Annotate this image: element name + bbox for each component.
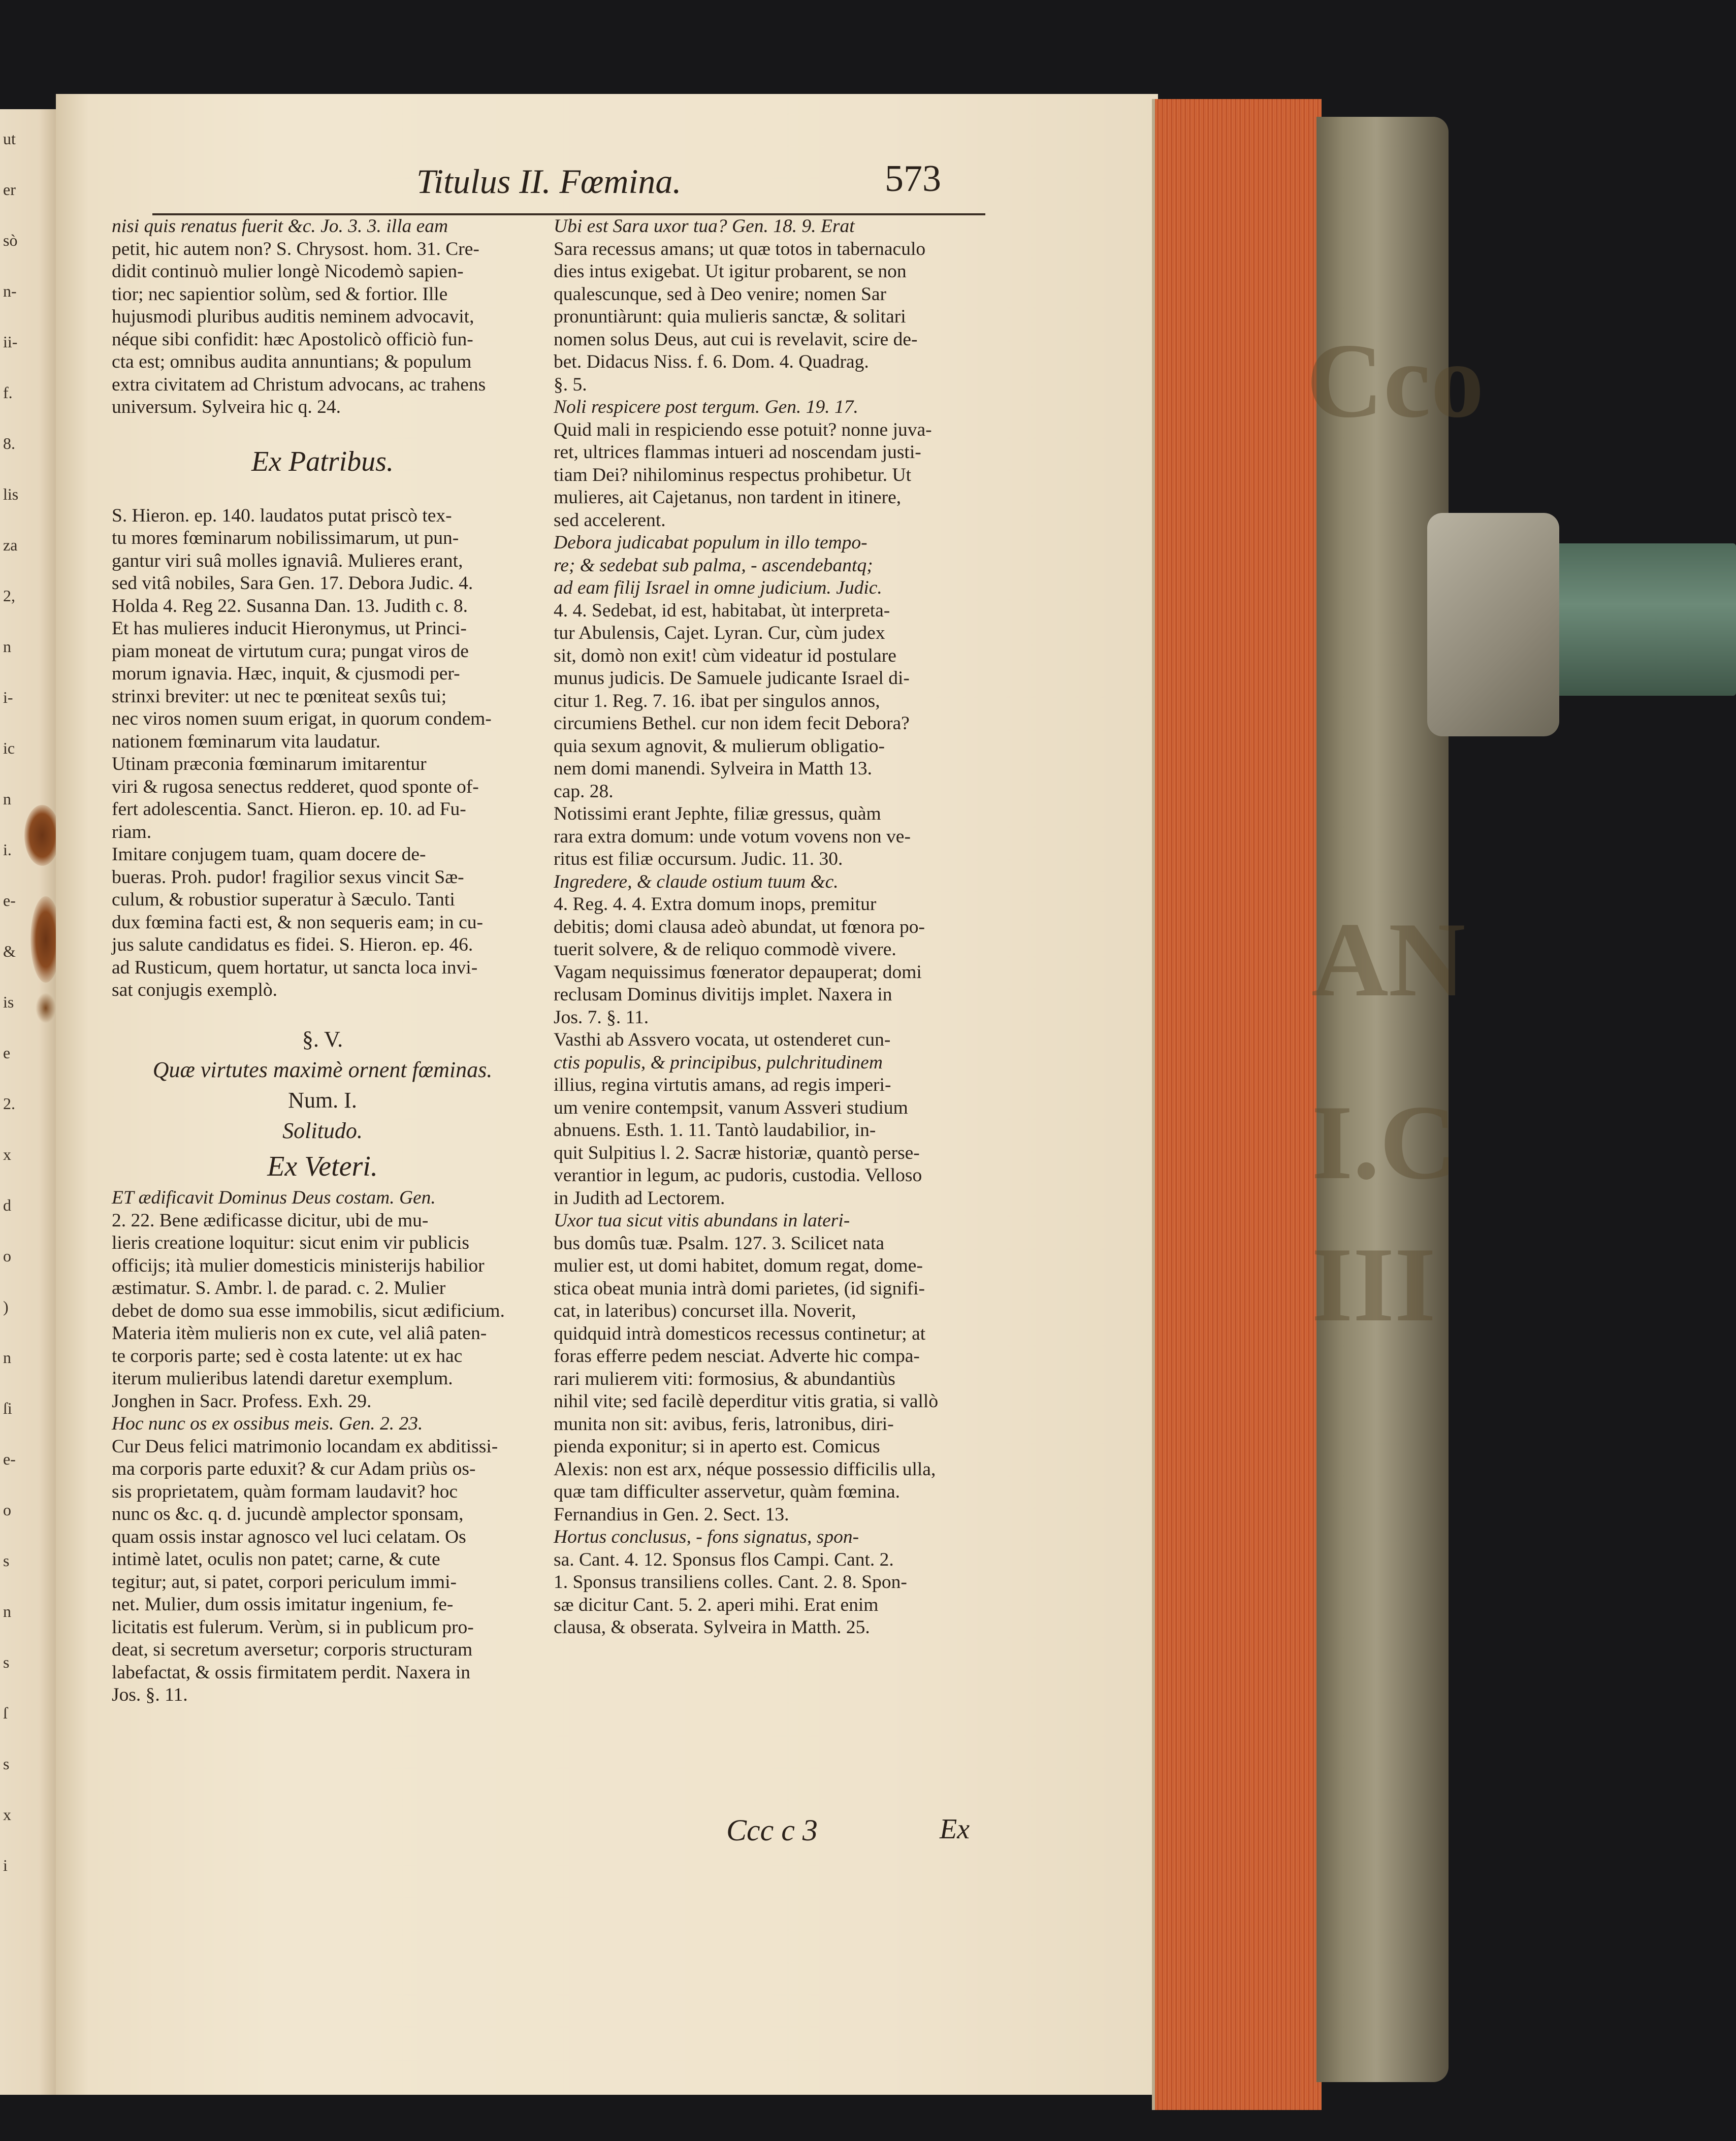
signature-mark: Ccc c 3 [726, 1813, 818, 1847]
text-line: piam moneat de virtutum cura; pungat viros de [112, 640, 469, 662]
margin-fragment: & [3, 942, 16, 960]
text-line: nationem fœminarum vita laudatur. [112, 731, 381, 752]
text-line: circumiens Bethel. cur non idem fecit Debora? [554, 713, 910, 734]
text-line: nunc os &c. q. d. jucundè amplector sponsam, [112, 1504, 464, 1524]
margin-fragment: n- [3, 282, 17, 300]
text-line: riam. [112, 821, 152, 842]
margin-fragment: x [3, 1145, 11, 1163]
text-line: Jos. 7. §. 11. [554, 1007, 649, 1028]
text-line: Debora judicabat populum in illo tempo- [554, 532, 867, 553]
left-margin-text [0, 109, 56, 2095]
text-line: citur 1. Reg. 7. 16. ibat per singulos annos, [554, 690, 880, 711]
margin-fragment: o [3, 1501, 11, 1519]
text-line: tior; nec sapientior solùm, sed & fortior. Ille [112, 283, 448, 305]
text-line: debet de domo sua esse immobilis, sicut ædificium. [112, 1300, 505, 1321]
margin-fragment: i [3, 1856, 8, 1874]
text-line: quidquid intrà domesticos recessus continetur; at [554, 1323, 926, 1344]
text-line: Sara recessus amans; ut quæ totos in tabernaculo [554, 238, 926, 259]
text-line: Quid mali in respiciendo esse potuit? nonne juva- [554, 419, 932, 440]
text-line: didit continuò mulier longè Nicodemò sapien- [112, 261, 464, 282]
margin-fragment: i. [3, 840, 12, 859]
text-line: Et has mulieres inducit Hieronymus, ut Princi- [112, 618, 467, 639]
text-line: sed accelerent. [554, 509, 666, 531]
text-line: Jos. §. 11. [112, 1684, 188, 1705]
text-line: cat, in lateribus) concurset illa. Noverit, [554, 1301, 856, 1321]
text-line: ctis populis, & principibus, pulchritudinem [554, 1052, 883, 1073]
text-line: te corporis parte; sed è costa latente: ut ex hac [112, 1345, 463, 1367]
running-head: Titulus II. Fœmina. [416, 162, 682, 201]
text-line: qualescunque, sed à Deo venire; nomen Sar [554, 283, 886, 305]
text-line: ma corporis parte eduxit? & cur Adam priùs os- [112, 1458, 476, 1479]
text-line: in Judith ad Lectorem. [554, 1187, 725, 1209]
text-line: Materia itèm mulieris non ex cute, vel aliâ paten- [112, 1323, 487, 1344]
margin-fragment: d [3, 1196, 11, 1214]
text-line: dies intus exigebat. Ut igitur probarent, se non [554, 261, 907, 282]
text-line: sat conjugis exemplò. [112, 980, 277, 1000]
text-line: néque sibi confidit: hæc Apostolicò officiò fun- [112, 329, 473, 350]
margin-fragment: s [3, 1551, 10, 1570]
text-line: intimè latet, oculis non patet; carne, & cute [112, 1549, 440, 1570]
spine-lettering: I.C [1311, 1084, 1457, 1202]
text-line: æstimatur. S. Ambr. l. de parad. c. 2. Mulier [112, 1278, 446, 1299]
text-line: rari mulierem viti: formosius, & abundantiùs [554, 1368, 895, 1389]
margin-fragment: o [3, 1247, 11, 1265]
text-line: S. Hieron. ep. 140. laudatos putat priscò tex- [112, 505, 452, 526]
text-line: dux fœmina facti est, & non sequeris eam; in cu- [112, 912, 484, 933]
text-line: tegitur; aut, si patet, corpori periculum immi- [112, 1571, 457, 1593]
text-line: §. 5. [554, 374, 587, 395]
text-line: um venire contempsit, vanum Assveri studium [554, 1097, 908, 1118]
text-line: Cur Deus felici matrimonio locandam ex abditissi- [112, 1436, 498, 1457]
margin-fragment: ſi [3, 1399, 12, 1417]
text-line: munus judicis. De Samuele judicante Israel di- [554, 668, 910, 689]
text-line: quæ tam difficulter asservetur, quàm fœmina. [554, 1481, 900, 1502]
page-number: 573 [885, 158, 941, 200]
margin-fragment: sò [3, 231, 18, 249]
text-line: ritus est filiæ occursum. Judic. 11. 30. [554, 849, 843, 869]
text-line: abnuens. Esth. 1. 11. Tantò laudabilior, in- [554, 1120, 876, 1141]
catchword: Ex [940, 1813, 970, 1845]
text-line: rara extra domum: unde votum vovens non ve- [554, 826, 911, 847]
text-line: pienda exponitur; si in aperto est. Comicus [554, 1436, 880, 1457]
text-line: 1. Sponsus transiliens colles. Cant. 2. 8. Spon- [554, 1572, 907, 1593]
text-line [112, 419, 533, 442]
spine-lettering: Cco [1306, 322, 1484, 440]
text-line: universum. Sylveira hic q. 24. [112, 397, 341, 417]
text-line: illius, regina virtutis amans, ad regis imperi- [554, 1075, 891, 1095]
text-line: Ingredere, & claude ostium tuum &c. [554, 871, 839, 892]
text-line: Imitare conjugem tuam, quam docere de- [112, 844, 426, 865]
text-line: lieris creatione loquitur: sicut enim vir publicis [112, 1232, 470, 1253]
text-line: sa. Cant. 4. 12. Sponsus flos Campi. Cant. 2. [554, 1549, 894, 1570]
text-line: Notissimi erant Jephte, filiæ gressus, quàm [554, 803, 881, 824]
text-line: Holda 4. Reg 22. Susanna Dan. 13. Judith c. 8. [112, 595, 468, 617]
text-line: nihil vite; sed facilè deperditur vitis gratia, si vallò [554, 1391, 939, 1412]
text-line: reclusam Dominus divitijs implet. Naxera in [554, 984, 892, 1005]
section-heading: Solitudo. [282, 1118, 363, 1143]
left-text-column [112, 215, 533, 1707]
text-line: Jonghen in Sacr. Profess. Exh. 29. [112, 1390, 372, 1412]
margin-fragment: lis [3, 485, 19, 503]
text-line: debitis; domi clausa adeò abundat, ut fœnora po- [554, 916, 925, 937]
text-line: jus salute candidatus es fidei. S. Hieron. ep. 46. [112, 934, 473, 955]
text-line: tu mores fœminarum nobilissimarum, ut pun- [112, 528, 459, 548]
text-line: strinxi breviter: ut nec te pœniteat sexûs tui; [112, 686, 447, 707]
margin-fragment: s [3, 1653, 10, 1671]
text-line: pronuntiàrunt: quia mulieris sanctæ, & solitari [554, 306, 906, 327]
margin-fragment: f. [3, 383, 13, 402]
text-line: cap. 28. [554, 781, 614, 802]
text-line: bueras. Proh. pudor! fragilior sexus vincit Sæ- [112, 866, 464, 888]
text-line: sis proprietatem, quàm formam laudavit? hoc [112, 1481, 458, 1502]
text-line: sed vitâ nobiles, Sara Gen. 17. Debora Judic. 4. [112, 573, 473, 594]
margin-fragment: 8. [3, 434, 15, 452]
text-line: sit, domò non exit! cùm videatur id postulare [554, 645, 896, 666]
text-line: Hoc nunc os ex ossibus meis. Gen. 2. 23. [112, 1413, 423, 1434]
text-line: clausa, & obserata. Sylveira in Matth. 25. [554, 1617, 870, 1638]
text-line [112, 1002, 533, 1025]
text-line: ad eam filij Israel in omne judicium. Judic. [554, 577, 882, 598]
margin-fragment: i- [3, 688, 13, 706]
stain-mark [36, 993, 56, 1023]
text-line: petit, hic autem non? S. Chrysost. hom. 31. Cre- [112, 238, 479, 259]
text-line: Noli respicere post tergum. Gen. 19. 17. [554, 397, 858, 417]
text-line: bus domûs tuæ. Psalm. 127. 3. Scilicet nata [554, 1232, 885, 1254]
text-line: Alexis: non est arx, néque possessio difficilis ulla, [554, 1458, 936, 1480]
text-line: 4. Reg. 4. 4. Extra domum inops, premitur [554, 894, 877, 915]
margin-fragment: ſ [3, 1704, 8, 1722]
text-line: sæ dicitur Cant. 5. 2. aperi mihi. Erat enim [554, 1594, 879, 1615]
text-line: ad Rusticum, quem hortatur, ut sancta loca invi- [112, 957, 478, 978]
margin-fragment: n [3, 1348, 11, 1367]
text-line: deat, si secretum aversetur; corporis structuram [112, 1639, 473, 1660]
text-line: munita non sit: avibus, feris, latronibus, diri- [554, 1413, 894, 1435]
metal-clasp-plate [1427, 513, 1559, 736]
margin-fragment: e- [3, 891, 16, 910]
text-line: bet. Didacus Niss. f. 6. Dom. 4. Quadrag. [554, 351, 869, 372]
text-line: Ubi est Sara uxor tua? Gen. 18. 9. Erat [554, 216, 855, 237]
text-line: culum, & robustior superatur à Sæculo. Tanti [112, 889, 455, 910]
book-cover-spine [1306, 117, 1484, 2082]
text-line: net. Mulier, dum ossis imitatur ingenium, fe- [112, 1594, 454, 1615]
text-line: cta est; omnibus audita annuntians; & populum [112, 351, 472, 372]
margin-fragment: x [3, 1805, 11, 1824]
text-line: verantior in legum, ac pudoris, custodia. Velloso [554, 1165, 922, 1186]
text-line: nec viros nomen suum erigat, in quorum condem- [112, 708, 492, 729]
margin-fragment: 2. [3, 1094, 15, 1113]
margin-fragment: e [3, 1044, 11, 1062]
text-line: morum ignavia. Hæc, inquit, & cjusmodi per- [112, 663, 460, 684]
margin-fragment: 2, [3, 587, 15, 605]
text-line: officijs; ità mulier domesticis ministerijs habilior [112, 1255, 485, 1276]
text-line: extra civitatem ad Christum advocans, ac trahens [112, 374, 486, 395]
text-line: tiam Dei? nihilominus respectus prohibetur. Ut [554, 464, 912, 485]
text-line: 4. 4. Sedebat, id est, habitabat, ùt interpreta- [554, 600, 890, 621]
text-line: nisi quis renatus fuerit &c. Jo. 3. 3. illa eam [112, 216, 448, 237]
text-line: ET ædificavit Dominus Deus costam. Gen. [112, 1187, 436, 1208]
margin-fragment: n [3, 790, 11, 808]
text-line: labefactat, & ossis firmitatem perdit. Naxera in [112, 1662, 470, 1683]
text-line: nomen solus Deus, aut cui is revelavit, scire de- [554, 329, 918, 350]
margin-fragment: n [3, 637, 11, 656]
text-line: tuerit solvere, & de reliquo commodè vivere. [554, 939, 896, 960]
stain-mark [24, 805, 60, 866]
margin-fragment: n [3, 1602, 11, 1620]
text-line: iterum mulieribus latendi daretur exemplum. [112, 1368, 453, 1389]
spine-lettering: AN [1311, 901, 1466, 1019]
text-line: hujusmodi pluribus auditis neminem advocavit, [112, 306, 474, 327]
text-line: re; & sedebat sub palma, - ascendebantq; [554, 555, 873, 576]
text-line: tur Abulensis, Cajet. Lyran. Cur, cùm judex [554, 623, 885, 643]
text-line: nem domi manendi. Sylveira in Matth 13. [554, 758, 872, 779]
text-line: quam ossis instar agnosco vel luci celatam. Os [112, 1526, 466, 1547]
text-line: Uxor tua sicut vitis abundans in lateri- [554, 1210, 850, 1231]
text-line: foras efferre pedem nesciat. Adverte hic compa- [554, 1346, 920, 1367]
text-line: quit Sulpitius l. 2. Sacræ historiæ, quantò perse- [554, 1142, 920, 1163]
text-line: Utinam præconia fœminarum imitarentur [112, 754, 427, 774]
text-line: mulier est, ut domi habitet, domum regat, dome- [554, 1255, 923, 1276]
margin-fragment: e- [3, 1450, 16, 1468]
section-heading: Num. I. [288, 1088, 357, 1113]
text-line: stica obeat munia intrà domi parietes, (id signifi- [554, 1278, 925, 1299]
margin-fragment: za [3, 536, 18, 554]
section-heading: Ex Veteri. [267, 1151, 378, 1182]
right-text-column [554, 215, 988, 1639]
margin-fragment: ut [3, 129, 16, 148]
left-page-sliver [0, 109, 56, 2095]
section-heading: Ex Patribus. [251, 446, 394, 477]
section-heading: Quæ virtutes maximè ornent fœminas. [152, 1057, 493, 1082]
margin-fragment: ) [3, 1297, 9, 1316]
page-edge [1152, 99, 1322, 2110]
text-line: Vasthi ab Assvero vocata, ut ostenderet cun- [554, 1029, 891, 1050]
text-line: 2. 22. Bene ædificasse dicitur, ubi de mu- [112, 1210, 429, 1231]
text-line: gantur viri suâ molles ignaviâ. Mulieres erant, [112, 550, 463, 571]
text-line: ret, ultrices flammas intueri ad noscendam justi- [554, 442, 921, 463]
text-line: Vagam nequissimus fœnerator depauperat; domi [554, 961, 922, 983]
text-line: licitatis est fulerum. Verùm, si in publicum pro- [112, 1616, 474, 1638]
spine-lettering: III [1311, 1226, 1436, 1344]
text-line: Hortus conclusus, - fons signatus, spon- [554, 1527, 859, 1547]
text-line: viri & rugosa senectus redderet, quod sponte of- [112, 776, 479, 797]
margin-fragment: ic [3, 739, 15, 757]
margin-fragment: is [3, 993, 14, 1011]
section-heading: §. V. [302, 1027, 343, 1052]
text-line [112, 482, 533, 505]
margin-fragment: s [3, 1755, 10, 1773]
text-line: mulieres, ait Cajetanus, non tardent in itinere, [554, 487, 902, 508]
text-line: fert adolescentia. Sanct. Hieron. ep. 10. ad Fu- [112, 799, 466, 820]
text-line: quia sexum agnovit, & mulierum obligatio- [554, 735, 885, 757]
margin-fragment: ii- [3, 333, 18, 351]
margin-fragment: er [3, 180, 16, 199]
text-line: Fernandius in Gen. 2. Sect. 13. [554, 1504, 789, 1525]
